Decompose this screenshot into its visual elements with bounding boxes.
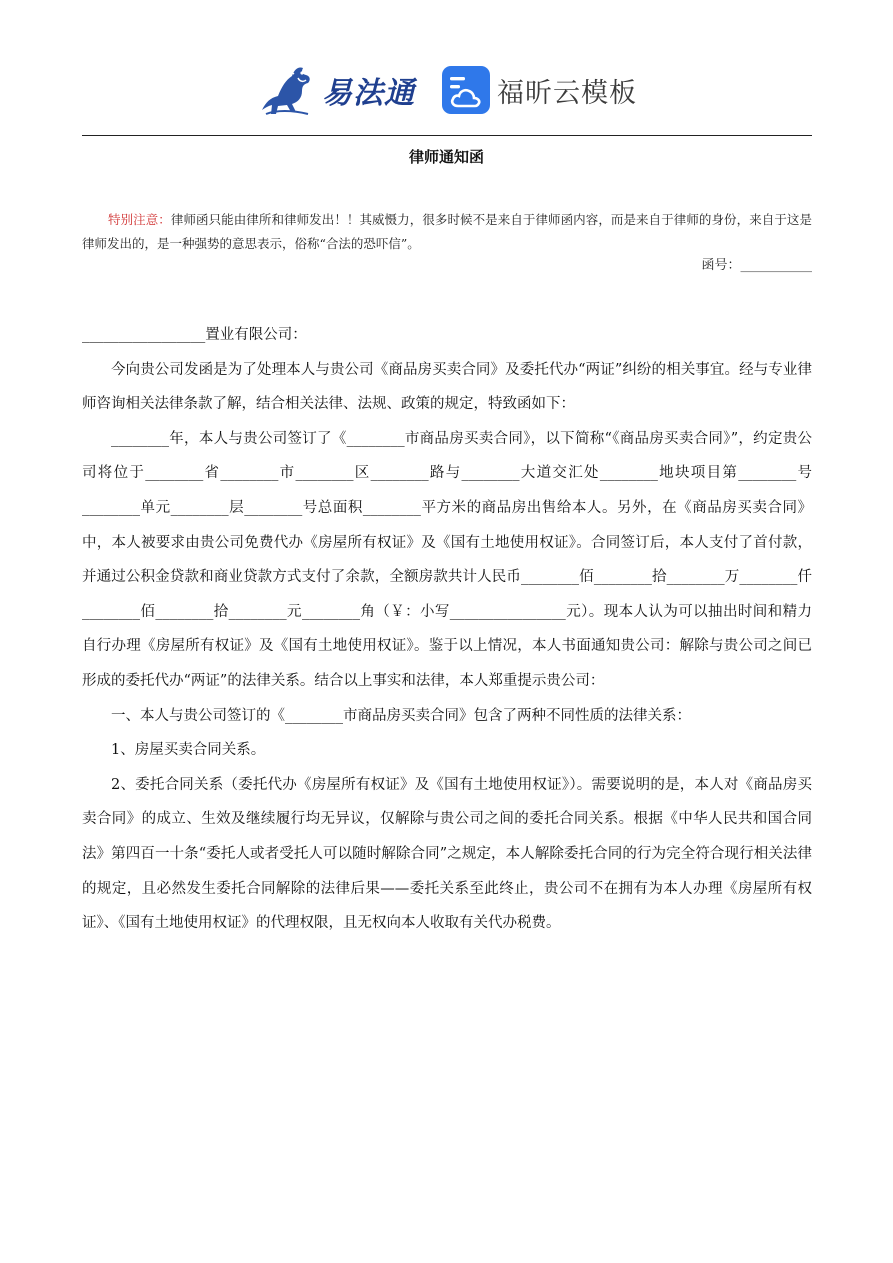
cloud-document-icon — [441, 65, 491, 115]
header-logos — [0, 58, 893, 122]
document-title: 律师通知函 — [408, 148, 484, 166]
paragraph-intro: 今向贵公司发函是为了处理本人与贵公司《商品房买卖合同》及委托代办“两证”纠纷的相关事宜。经与专业律师咨询相关法律条款了解，结合相关法律、法规、政策的规定，特致函如下： — [82, 361, 812, 413]
header-divider — [82, 135, 812, 136]
brand-2-name: 福昕云模板 — [497, 77, 637, 109]
salutation: _________________置业有限公司： — [82, 327, 307, 343]
letter-body — [82, 318, 812, 941]
notice-text: 律师函只能由律所和律师发出！！其威慑力，很多时候不是来自于律师函内容，而是来自于律师的身份，来自于这是律师发出的，是一种强势的意思表示，俗称“合法的恐吓信”。 — [82, 212, 812, 251]
paragraph-item-1: 1、房屋买卖合同关系。 — [111, 742, 266, 759]
qilin-logo-icon — [256, 62, 316, 118]
notice-label: 特别注意： — [108, 212, 171, 227]
paragraph-point-1: 一、本人与贵公司签订的《________市商品房买卖合同》包含了两种不同性质的法律关系： — [111, 707, 691, 724]
brand-1-name: 易法通 — [322, 76, 415, 111]
paragraph-item-2: 2、委托合同关系（委托代办《房屋所有权证》及《国有土地使用权证》）。需要说明的是，本人对《商品房买卖合同》的成立、生效及继续履行均无异议，仅解除与贵公司之间的委托合同关系。根据《中华人民共和国合同法》第四百一十条“委托人或者受托人可以随时解除合同”之规定，本人解除委托合同的行为完全符合现行相关法律的规定，且必然发生委托合同解除的法律后果——委托关系至此终止，贵公司不在拥有为本人办理《房屋所有权证》、《国有土地使用权证》的代理权限，且无权向本人收取有关代办税费。 — [82, 776, 812, 932]
brand-yifatong — [256, 62, 415, 118]
special-notice — [82, 208, 812, 256]
brand-foxit — [441, 65, 637, 115]
letter-number: 函号：___________ — [701, 258, 812, 273]
paragraph-facts: ________年，本人与贵公司签订了《________市商品房买卖合同》，以下简称“《商品房买卖合同》”，约定贵公司将位于________省________市________区________路与________大道交汇处________地块项目第________号________单元________层________号总面积________平方米的商品房出售给本人。另外，在《商品房买卖合同》中，本人被要求由贵公司免费代办《房屋所有权证》及《国有土地使用权证》。合同签订后，本人支付了首付款，并通过公积金贷款和商业贷款方式支付了余款，全额房款共计人民币________佰________拾________万________仟________佰________拾________元________角（￥：小写________________元）。现本人认为可以抽出时间和精力自行办理《房屋所有权证》及《国有土地使用权证》。鉴于以上情况，本人书面通知贵公司：解除与贵公司之间已形成的委托代办“两证”的法律关系。结合以上事实和法律，本人郑重提示贵公司： — [82, 430, 812, 689]
